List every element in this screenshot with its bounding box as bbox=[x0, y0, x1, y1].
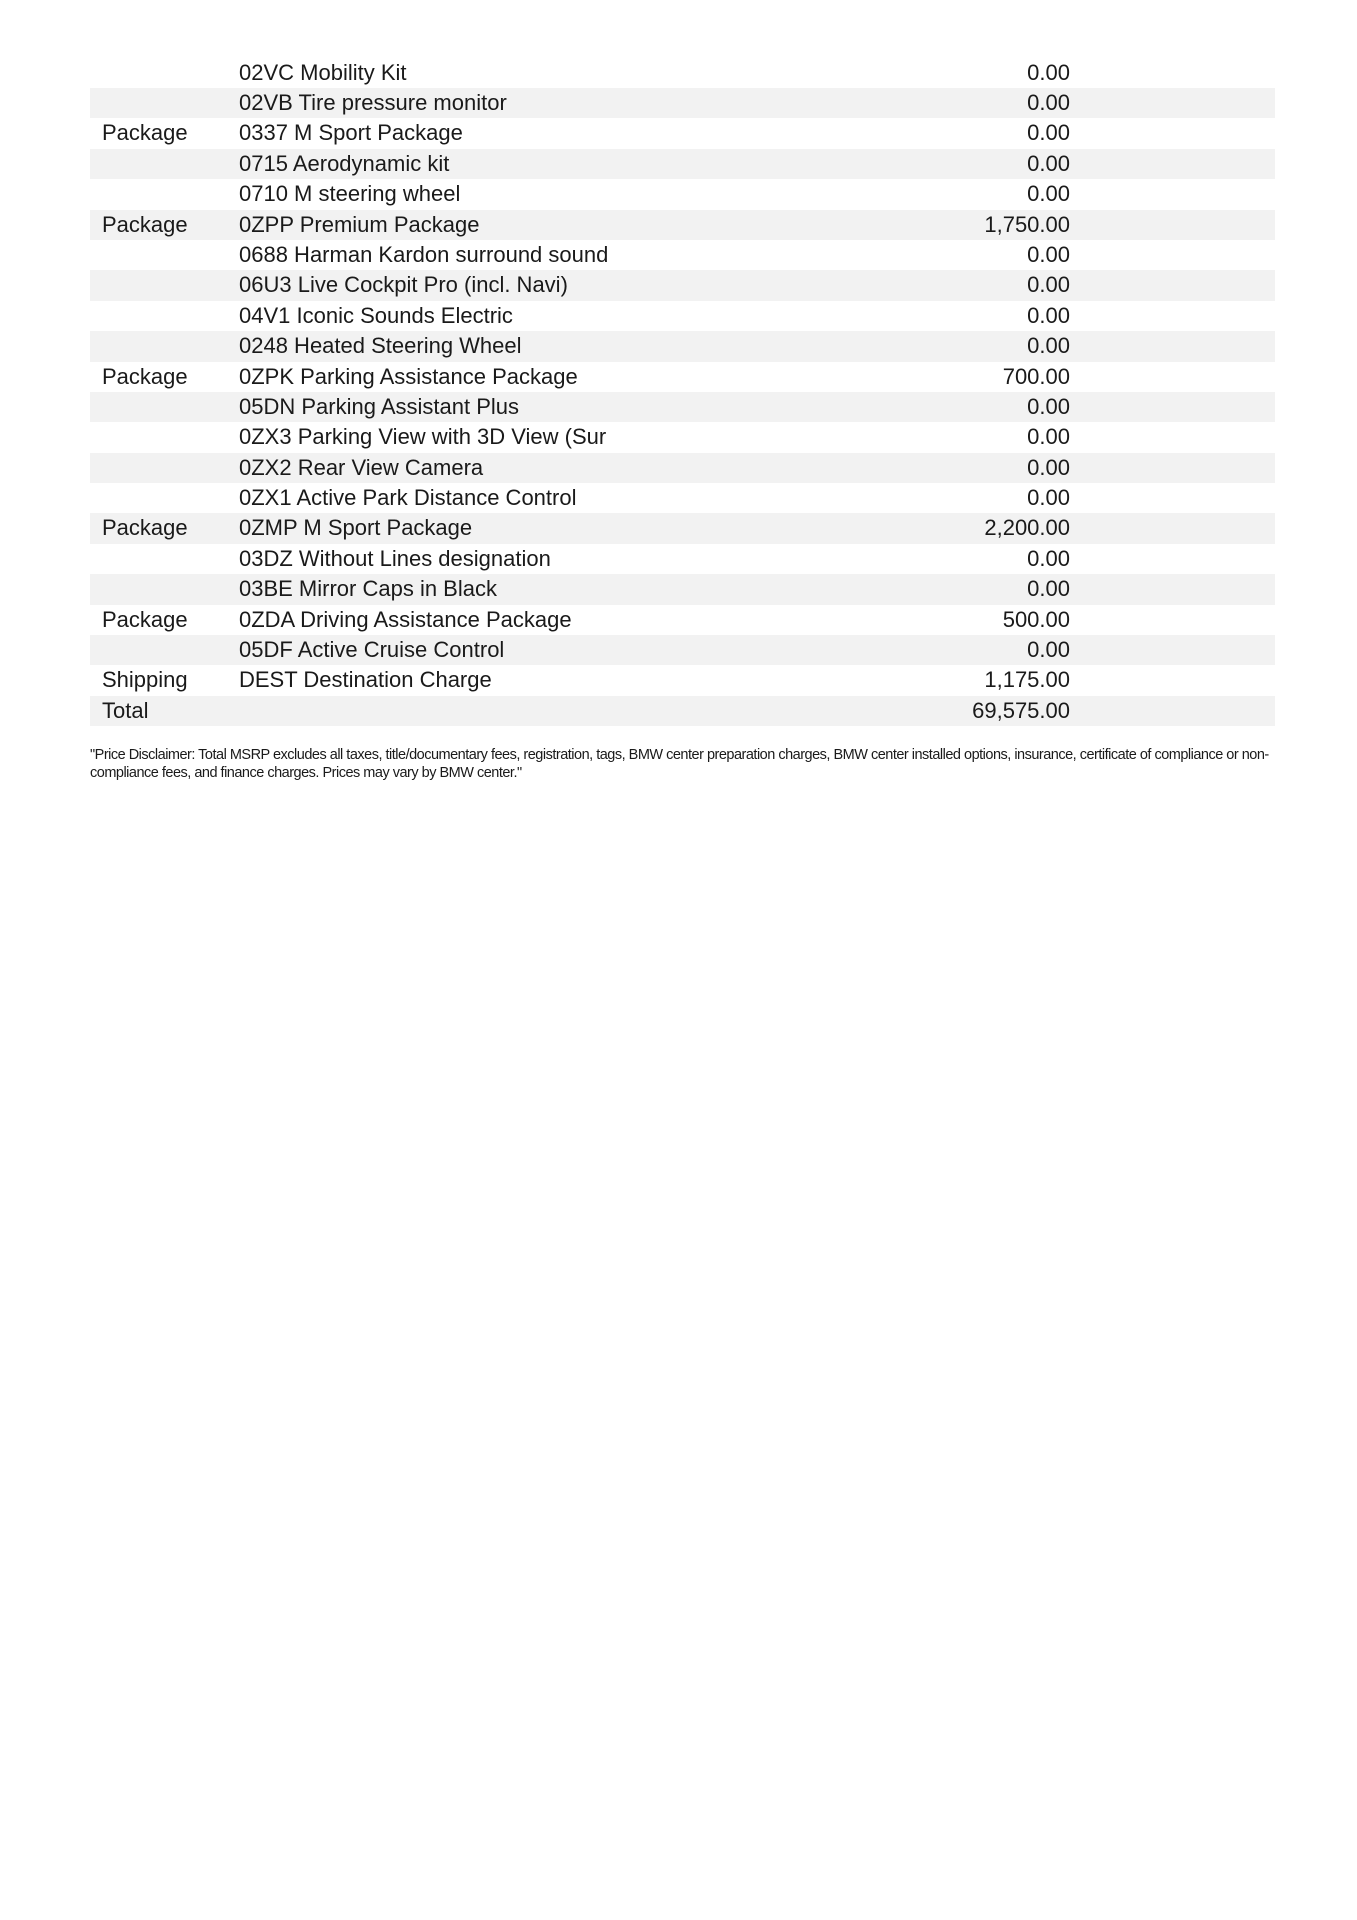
row-description: 0ZX3 Parking View with 3D View (Sur bbox=[239, 424, 607, 450]
row-price: 0.00 bbox=[1027, 545, 1070, 571]
table-row bbox=[90, 331, 1275, 361]
row-description: 0ZX1 Active Park Distance Control bbox=[239, 485, 577, 511]
row-description: 06U3 Live Cockpit Pro (incl. Navi) bbox=[239, 272, 568, 298]
table-row bbox=[90, 605, 1275, 635]
table-row bbox=[90, 544, 1275, 574]
row-category: Package bbox=[102, 606, 188, 632]
table-row bbox=[90, 270, 1275, 300]
row-price: 2,200.00 bbox=[984, 515, 1070, 541]
price-disclaimer: "Price Disclaimer: Total MSRP excludes all taxes, title/documentary fees, registration, tags, BMW center preparation charges, BMW center installed options, insurance, certificate of compliance or non-compliance fees, and finance charges. Prices may vary by BMW center." bbox=[90, 747, 1269, 781]
row-price: 0.00 bbox=[1027, 333, 1070, 359]
row-price: 0.00 bbox=[1027, 241, 1070, 267]
row-description: 0688 Harman Kardon surround sound bbox=[239, 241, 609, 267]
row-price: 500.00 bbox=[1002, 606, 1070, 632]
row-description: 05DF Active Cruise Control bbox=[239, 637, 505, 663]
row-description: 03BE Mirror Caps in Black bbox=[239, 576, 497, 602]
row-category: Package bbox=[102, 211, 188, 237]
row-price: 0.00 bbox=[1027, 485, 1070, 511]
row-price: 0.00 bbox=[1027, 60, 1070, 85]
row-description: 0715 Aerodynamic kit bbox=[239, 150, 450, 176]
price-table bbox=[90, 60, 1275, 726]
row-description: 0248 Heated Steering Wheel bbox=[239, 333, 522, 359]
table-row bbox=[90, 179, 1275, 209]
table-row bbox=[90, 513, 1275, 543]
row-description: 04V1 Iconic Sounds Electric bbox=[239, 302, 513, 328]
row-price: 0.00 bbox=[1027, 272, 1070, 298]
row-description: 0ZX2 Rear View Camera bbox=[239, 454, 484, 480]
total-price: 69,575.00 bbox=[972, 697, 1070, 723]
table-row bbox=[90, 665, 1275, 695]
row-price: 0.00 bbox=[1027, 90, 1070, 115]
row-price: 1,175.00 bbox=[984, 667, 1070, 693]
row-price: 1,750.00 bbox=[984, 211, 1070, 237]
row-description: 02VB Tire pressure monitor bbox=[239, 90, 507, 115]
table-row bbox=[90, 422, 1275, 452]
table-row bbox=[90, 60, 1275, 88]
row-price: 0.00 bbox=[1027, 576, 1070, 602]
row-description: 03DZ Without Lines designation bbox=[239, 545, 551, 571]
table-row bbox=[90, 574, 1275, 604]
table-row bbox=[90, 392, 1275, 422]
row-price: 0.00 bbox=[1027, 150, 1070, 176]
row-category: Shipping bbox=[102, 667, 188, 693]
table-row bbox=[90, 453, 1275, 483]
table-row bbox=[90, 210, 1275, 240]
row-description: 0710 M steering wheel bbox=[239, 181, 461, 207]
row-price: 0.00 bbox=[1027, 181, 1070, 207]
row-price: 0.00 bbox=[1027, 393, 1070, 419]
row-price: 0.00 bbox=[1027, 302, 1070, 328]
total-row bbox=[90, 696, 1275, 726]
row-price: 0.00 bbox=[1027, 120, 1070, 146]
table-row bbox=[90, 149, 1275, 179]
row-description: 0ZPK Parking Assistance Package bbox=[239, 363, 578, 389]
table-row bbox=[90, 88, 1275, 118]
row-description: 0ZMP M Sport Package bbox=[239, 515, 473, 541]
table-row bbox=[90, 635, 1275, 665]
table-row bbox=[90, 118, 1275, 148]
table-row bbox=[90, 483, 1275, 513]
row-description: 0ZDA Driving Assistance Package bbox=[239, 606, 572, 632]
table-row bbox=[90, 240, 1275, 270]
row-description: 0337 M Sport Package bbox=[239, 120, 463, 146]
row-category: Package bbox=[102, 363, 188, 389]
row-price: 700.00 bbox=[1002, 363, 1070, 389]
row-price: 0.00 bbox=[1027, 424, 1070, 450]
row-category: Package bbox=[102, 515, 188, 541]
row-price: 0.00 bbox=[1027, 637, 1070, 663]
row-description: 02VC Mobility Kit bbox=[239, 60, 407, 85]
table-row bbox=[90, 301, 1275, 331]
total-label: Total bbox=[102, 697, 149, 723]
row-description: 05DN Parking Assistant Plus bbox=[239, 393, 520, 419]
row-description: DEST Destination Charge bbox=[239, 667, 492, 693]
row-description: 0ZPP Premium Package bbox=[239, 211, 480, 237]
row-category: Package bbox=[102, 120, 188, 146]
table-row bbox=[90, 362, 1275, 392]
row-price: 0.00 bbox=[1027, 454, 1070, 480]
